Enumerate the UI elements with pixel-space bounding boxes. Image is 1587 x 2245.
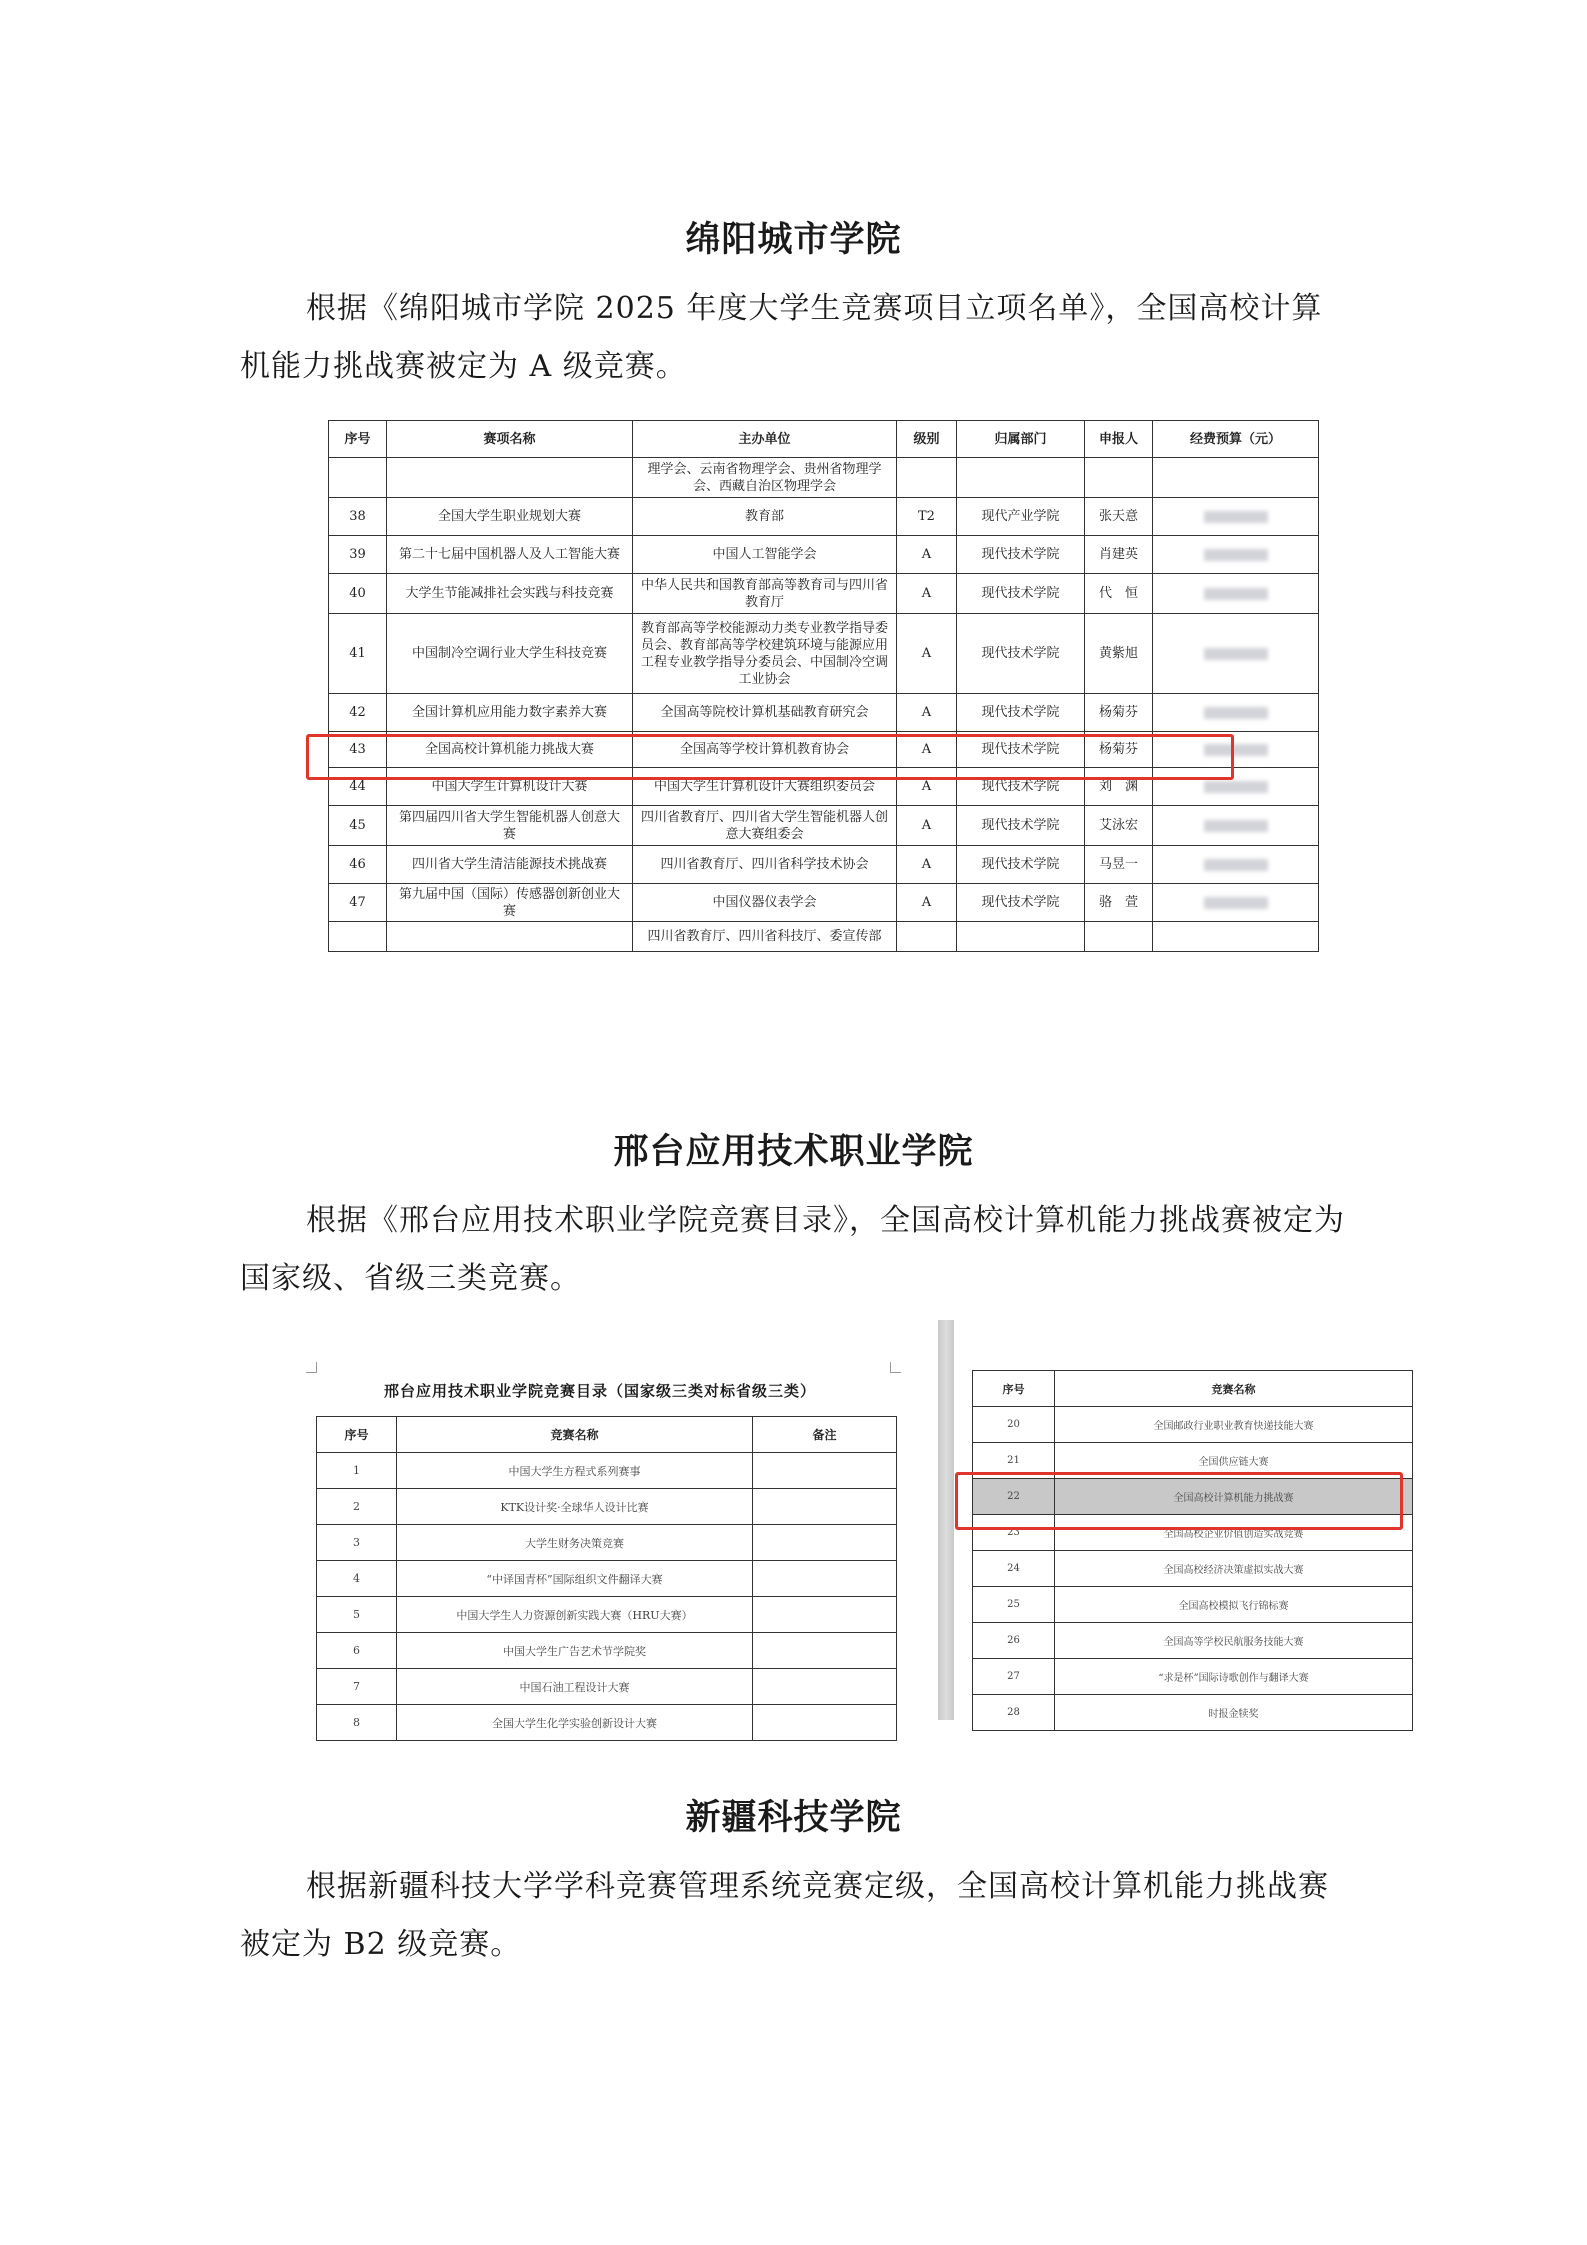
cell-person: 艾泳宏 — [1085, 806, 1153, 846]
cell-name: 大学生节能减排社会实践与科技竞赛 — [387, 574, 633, 614]
cell-person: 杨菊芬 — [1085, 732, 1153, 768]
cell-name: 中国石油工程设计大赛 — [397, 1669, 753, 1705]
cell-dept: 现代技术学院 — [957, 732, 1085, 768]
table-row — [329, 458, 1319, 498]
cell-level: A — [897, 574, 957, 614]
table-row — [973, 1551, 1413, 1587]
cell-dept: 现代产业学院 — [957, 498, 1085, 536]
cell-person: 马昱一 — [1085, 846, 1153, 884]
cell-remark — [753, 1633, 897, 1669]
cell-no: 2 — [317, 1489, 397, 1525]
cell-no: 24 — [973, 1551, 1055, 1587]
cell-remark — [753, 1489, 897, 1525]
cell-name — [387, 458, 633, 498]
cell-org: 中华人民共和国教育部高等教育司与四川省教育厅 — [633, 574, 897, 614]
xingtai-right-screenshot — [972, 1370, 1408, 1726]
redacted-value — [1204, 781, 1268, 793]
cell-no: 8 — [317, 1705, 397, 1741]
cell-person — [1085, 458, 1153, 498]
cell-no: 28 — [973, 1695, 1055, 1731]
cell-level: A — [897, 536, 957, 574]
cell-no: 4 — [317, 1561, 397, 1597]
header-no: 序号 — [317, 1417, 397, 1453]
header-dept: 归属部门 — [957, 421, 1085, 458]
table-row — [973, 1659, 1413, 1695]
cell-name: 全国邮政行业职业教育快递技能大赛 — [1055, 1407, 1413, 1443]
cell-name: 第四届四川省大学生智能机器人创意大赛 — [387, 806, 633, 846]
cell-no — [329, 922, 387, 952]
cell-org: 中国仪器仪表学会 — [633, 884, 897, 922]
cell-no: 44 — [329, 768, 387, 806]
cell-level: T2 — [897, 498, 957, 536]
header-no: 序号 — [329, 421, 387, 458]
table-row-cutoff — [329, 922, 1319, 952]
cell-name: 中国大学生广告艺术节学院奖 — [397, 1633, 753, 1669]
redacted-value — [1204, 897, 1268, 909]
cell-budget-redacted — [1153, 846, 1319, 884]
cell-org: 四川省教育厅、四川省大学生智能机器人创意大赛组委会 — [633, 806, 897, 846]
table-row — [329, 614, 1319, 694]
cell-name — [387, 922, 633, 952]
table-row — [329, 884, 1319, 922]
cell-dept: 现代技术学院 — [957, 614, 1085, 694]
cell-name: 时报金犊奖 — [1055, 1695, 1413, 1731]
highlight-box-row-22 — [955, 1472, 1403, 1530]
cell-person: 杨菊芬 — [1085, 694, 1153, 732]
cell-no: 38 — [329, 498, 387, 536]
cell-name: KTK设计奖·全球华人设计比赛 — [397, 1489, 753, 1525]
cell-no: 42 — [329, 694, 387, 732]
header-name: 赛项名称 — [387, 421, 633, 458]
table-row — [317, 1489, 897, 1525]
header-level: 级别 — [897, 421, 957, 458]
cell-budget — [1153, 922, 1319, 952]
cell-remark — [753, 1597, 897, 1633]
cell-name: “求是杯”国际诗歌创作与翻译大赛 — [1055, 1659, 1413, 1695]
cell-name: “中译国青杯”国际组织文件翻译大赛 — [397, 1561, 753, 1597]
table-header-row — [973, 1371, 1413, 1407]
cell-no: 45 — [329, 806, 387, 846]
header-remark: 备注 — [753, 1417, 897, 1453]
cell-no: 27 — [973, 1659, 1055, 1695]
table-row — [973, 1587, 1413, 1623]
cell-no: 25 — [973, 1587, 1055, 1623]
table-row-cutoff — [973, 1695, 1413, 1731]
cell-no: 21 — [973, 1443, 1055, 1479]
cell-person: 黄紫旭 — [1085, 614, 1153, 694]
cell-budget-redacted — [1153, 536, 1319, 574]
table-row-cutoff — [317, 1705, 897, 1741]
cell-name: 全国高校模拟飞行锦标赛 — [1055, 1587, 1413, 1623]
cell-no: 46 — [329, 846, 387, 884]
cell-level — [897, 458, 957, 498]
cell-org: 全国高等院校计算机基础教育研究会 — [633, 694, 897, 732]
redacted-value — [1204, 549, 1268, 561]
cell-no: 22 — [973, 1479, 1055, 1515]
cell-budget — [1153, 458, 1319, 498]
redacted-value — [1204, 648, 1268, 660]
cell-name: 第二十七届中国机器人及人工智能大赛 — [387, 536, 633, 574]
cell-no: 23 — [973, 1515, 1055, 1551]
cell-person: 刘 渊 — [1085, 768, 1153, 806]
redacted-value — [1204, 707, 1268, 719]
cell-org: 四川省教育厅、四川省科学技术协会 — [633, 846, 897, 884]
redacted-value — [1204, 820, 1268, 832]
section-paragraph-xingtai: 根据《邢台应用技术职业学院竞赛目录》，全国高校计算机能力挑战赛被定为国家级、省级三类竞赛。 — [240, 1203, 1345, 1296]
cell-person: 张天意 — [1085, 498, 1153, 536]
table-row — [317, 1525, 897, 1561]
cell-name: 全国高校企业价值创造实战竞赛 — [1055, 1515, 1413, 1551]
cell-name: 全国供应链大赛 — [1055, 1443, 1413, 1479]
cell-name: 中国大学生方程式系列赛事 — [397, 1453, 753, 1489]
cell-budget-redacted — [1153, 498, 1319, 536]
cell-name: 全国大学生职业规划大赛 — [387, 498, 633, 536]
table-header-row — [317, 1417, 897, 1453]
redacted-value — [1204, 588, 1268, 600]
cell-budget-redacted — [1153, 884, 1319, 922]
cell-org: 四川省教育厅、四川省科技厅、委宣传部 — [633, 922, 897, 952]
table-row — [329, 806, 1319, 846]
cell-budget-redacted — [1153, 614, 1319, 694]
cell-no: 43 — [329, 732, 387, 768]
cell-name: 中国大学生人力资源创新实践大赛（HRU大赛） — [397, 1597, 753, 1633]
cell-name: 大学生财务决策竞赛 — [397, 1525, 753, 1561]
table-row — [973, 1407, 1413, 1443]
cell-name: 中国制冷空调行业大学生科技竞赛 — [387, 614, 633, 694]
table-row — [329, 694, 1319, 732]
header-name: 竞赛名称 — [397, 1417, 753, 1453]
table-header-row — [329, 421, 1319, 458]
cell-no: 47 — [329, 884, 387, 922]
cell-name: 四川省大学生清洁能源技术挑战赛 — [387, 846, 633, 884]
cell-budget-redacted — [1153, 574, 1319, 614]
page-corner-mark — [306, 1362, 317, 1373]
cell-no: 41 — [329, 614, 387, 694]
table-row — [973, 1623, 1413, 1659]
screenshot-divider — [938, 1320, 954, 1720]
section-heading-xingtai: 邢台应用技术职业学院 — [613, 1131, 974, 1172]
section-heading-mianyang: 绵阳城市学院 — [685, 219, 902, 260]
cell-org: 教育部 — [633, 498, 897, 536]
cell-no: 7 — [317, 1669, 397, 1705]
cell-org: 中国大学生计算机设计大赛组织委员会 — [633, 768, 897, 806]
cell-budget-redacted — [1153, 806, 1319, 846]
header-no: 序号 — [973, 1371, 1055, 1407]
page-corner-mark — [890, 1362, 901, 1373]
table-row — [317, 1669, 897, 1705]
table-row — [329, 846, 1319, 884]
cell-dept: 现代技术学院 — [957, 884, 1085, 922]
cell-no: 1 — [317, 1453, 397, 1489]
header-person: 申报人 — [1085, 421, 1153, 458]
cell-org: 教育部高等学校能源动力类专业教学指导委员会、教育部高等学校建筑环境与能源应用工程专业教学指导分委员会、中国制冷空调工业协会 — [633, 614, 897, 694]
table-row — [317, 1633, 897, 1669]
mianyang-table-screenshot — [328, 420, 1318, 944]
cell-no: 3 — [317, 1525, 397, 1561]
header-name: 竞赛名称 — [1055, 1371, 1413, 1407]
cell-level — [897, 922, 957, 952]
section-heading-xinjiang: 新疆科技学院 — [685, 1797, 902, 1838]
cell-remark — [753, 1561, 897, 1597]
cell-person — [1085, 922, 1153, 952]
redacted-value — [1204, 511, 1268, 523]
cell-name: 中国大学生计算机设计大赛 — [387, 768, 633, 806]
highlight-box-row-43 — [306, 734, 1234, 780]
cell-level: A — [897, 806, 957, 846]
table-row — [329, 536, 1319, 574]
cell-no: 5 — [317, 1597, 397, 1633]
cell-remark — [753, 1705, 897, 1741]
cell-org: 全国高等学校计算机教育协会 — [633, 732, 897, 768]
cell-level: A — [897, 732, 957, 768]
cell-dept — [957, 458, 1085, 498]
cell-level: A — [897, 884, 957, 922]
cell-name: 全国高等学校民航服务技能大赛 — [1055, 1623, 1413, 1659]
cell-dept — [957, 922, 1085, 952]
cell-no: 6 — [317, 1633, 397, 1669]
cell-level: A — [897, 846, 957, 884]
table-row — [317, 1453, 897, 1489]
cell-name: 全国大学生化学实验创新设计大赛 — [397, 1705, 753, 1741]
cell-name: 全国高校计算机能力挑战赛 — [1055, 1479, 1413, 1515]
cell-dept: 现代技术学院 — [957, 806, 1085, 846]
mianyang-competition-table — [328, 420, 1319, 952]
cell-name: 全国高校计算机能力挑战大赛 — [387, 732, 633, 768]
cell-no — [329, 458, 387, 498]
xingtai-left-screenshot — [306, 1362, 906, 1730]
cell-org: 中国人工智能学会 — [633, 536, 897, 574]
xingtai-catalog-table-right — [972, 1370, 1413, 1731]
cell-no: 39 — [329, 536, 387, 574]
table-row — [329, 498, 1319, 536]
cell-name: 全国高校经济决策虚拟实战大赛 — [1055, 1551, 1413, 1587]
header-budget: 经费预算（元） — [1153, 421, 1319, 458]
catalog-title: 邢台应用技术职业学院竞赛目录（国家级三类对标省级三类） — [383, 1382, 816, 1400]
cell-org: 理学会、云南省物理学会、贵州省物理学会、西藏自治区物理学会 — [633, 458, 897, 498]
section-paragraph-mianyang: 根据《绵阳城市学院 2025 年度大学生竞赛项目立项名单》，全国高校计算机能力挑战赛被定为 A 级竞赛。 — [240, 291, 1323, 384]
cell-remark — [753, 1525, 897, 1561]
cell-person: 肖建英 — [1085, 536, 1153, 574]
cell-dept: 现代技术学院 — [957, 536, 1085, 574]
table-row — [317, 1597, 897, 1633]
cell-person: 骆 萱 — [1085, 884, 1153, 922]
cell-remark — [753, 1669, 897, 1705]
cell-person: 代 恒 — [1085, 574, 1153, 614]
cell-name: 第九届中国（国际）传感器创新创业大赛 — [387, 884, 633, 922]
cell-level: A — [897, 694, 957, 732]
redacted-value — [1204, 859, 1268, 871]
table-row — [317, 1561, 897, 1597]
cell-dept: 现代技术学院 — [957, 846, 1085, 884]
cell-no: 40 — [329, 574, 387, 614]
table-row — [329, 574, 1319, 614]
xingtai-catalog-table-left — [316, 1416, 897, 1741]
cell-dept: 现代技术学院 — [957, 694, 1085, 732]
cell-level: A — [897, 768, 957, 806]
cell-dept: 现代技术学院 — [957, 574, 1085, 614]
cell-level: A — [897, 614, 957, 694]
cell-remark — [753, 1453, 897, 1489]
cell-dept: 现代技术学院 — [957, 768, 1085, 806]
section-paragraph-xinjiang: 根据新疆科技大学学科竞赛管理系统竞赛定级，全国高校计算机能力挑战赛被定为 B2 级竞赛。 — [240, 1869, 1329, 1962]
header-org: 主办单位 — [633, 421, 897, 458]
cell-no: 26 — [973, 1623, 1055, 1659]
cell-name: 全国计算机应用能力数字素养大赛 — [387, 694, 633, 732]
cell-no: 20 — [973, 1407, 1055, 1443]
cell-budget-redacted — [1153, 694, 1319, 732]
